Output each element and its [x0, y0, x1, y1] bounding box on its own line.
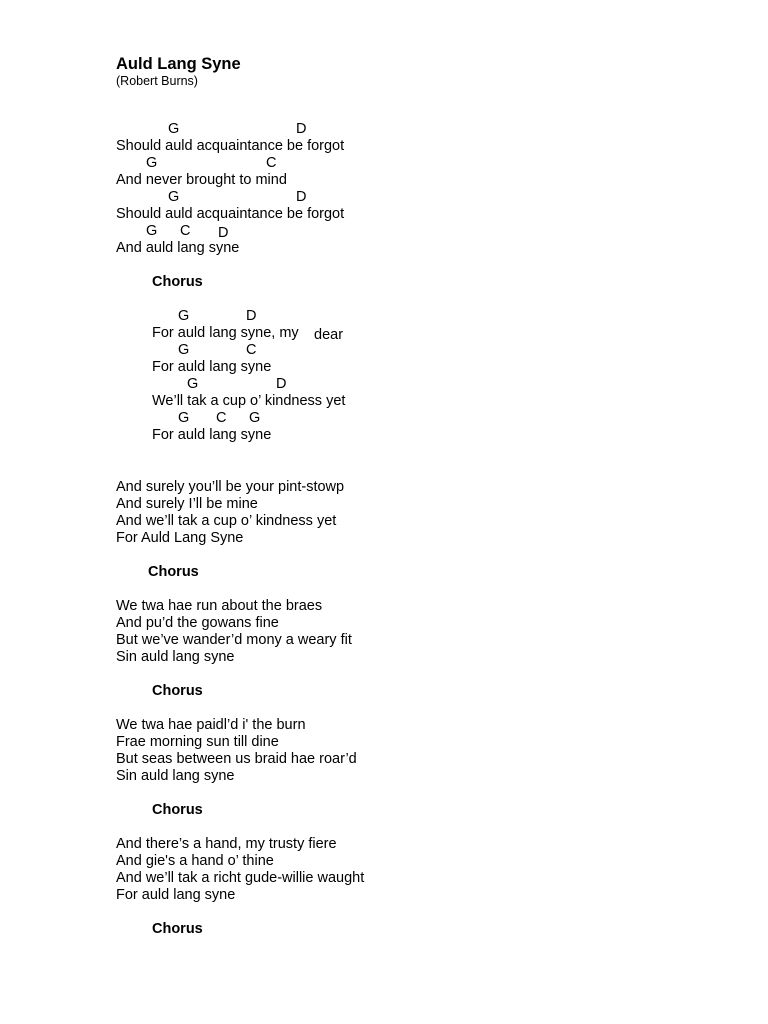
lyric-word: dear [314, 327, 344, 343]
lyric-line: And surely I’ll be mine [116, 496, 258, 512]
lyric-line: And surely you’ll be your pint-stowp [116, 479, 345, 495]
lyric-line: We twa hae run about the braes [116, 598, 323, 614]
lyric-line: For auld lang syne [116, 887, 236, 903]
chord: G [249, 410, 261, 426]
chorus-heading: Chorus [152, 683, 203, 699]
chord: D [276, 376, 287, 392]
lyric-line: Should auld acquaintance be forgot [116, 138, 345, 154]
chord: G [178, 342, 190, 358]
chord: G [146, 223, 158, 239]
lyric-line: For auld lang syne, my [152, 325, 299, 341]
lyric-line: And we’ll tak a richt gude-willie waught [116, 870, 365, 886]
chord: G [187, 376, 199, 392]
chorus-heading: Chorus [152, 274, 203, 290]
chord: D [296, 189, 307, 205]
lyric-line: We’ll tak a cup o’ kindness yet [152, 393, 346, 409]
lyric-line: Should auld acquaintance be forgot [116, 206, 345, 222]
lyric-line: But seas between us braid hae roar’d [116, 751, 357, 767]
lyric-line: And gie's a hand o’ thine [116, 853, 274, 869]
lyric-line: For auld lang syne [152, 427, 272, 443]
chord: G [178, 410, 190, 426]
lyric-line: For Auld Lang Syne [116, 530, 244, 546]
lyric-line: And there’s a hand, my trusty fiere [116, 836, 337, 852]
chord: C [216, 410, 227, 426]
lyric-line: Frae morning sun till dine [116, 734, 279, 750]
song-author: (Robert Burns) [116, 74, 198, 88]
chord: G [178, 308, 190, 324]
lyric-line: And auld lang syne [116, 240, 240, 256]
lyric-line: And never brought to mind [116, 172, 287, 188]
lyric-line: And pu’d the gowans fine [116, 615, 279, 631]
lyric-line: Sin auld lang syne [116, 768, 235, 784]
chorus-heading: Chorus [152, 921, 203, 937]
lyric-line: For auld lang syne [152, 359, 272, 375]
lyric-line: We twa hae paidl’d i' the burn [116, 717, 306, 733]
lyric-line: Sin auld lang syne [116, 649, 235, 665]
chorus-heading: Chorus [152, 802, 203, 818]
song-title: Auld Lang Syne [116, 55, 241, 73]
chord: D [246, 308, 257, 324]
lyric-line: And we’ll tak a cup o’ kindness yet [116, 513, 337, 529]
chord: C [246, 342, 257, 358]
chord: G [146, 155, 158, 171]
chord: G [168, 189, 180, 205]
chord: G [168, 121, 180, 137]
chord: D [218, 225, 229, 241]
chord: D [296, 121, 307, 137]
chorus-heading: Chorus [148, 564, 199, 580]
lyric-line: But we’ve wander’d mony a weary fit [116, 632, 352, 648]
chord: C [180, 223, 191, 239]
chord: C [266, 155, 277, 171]
